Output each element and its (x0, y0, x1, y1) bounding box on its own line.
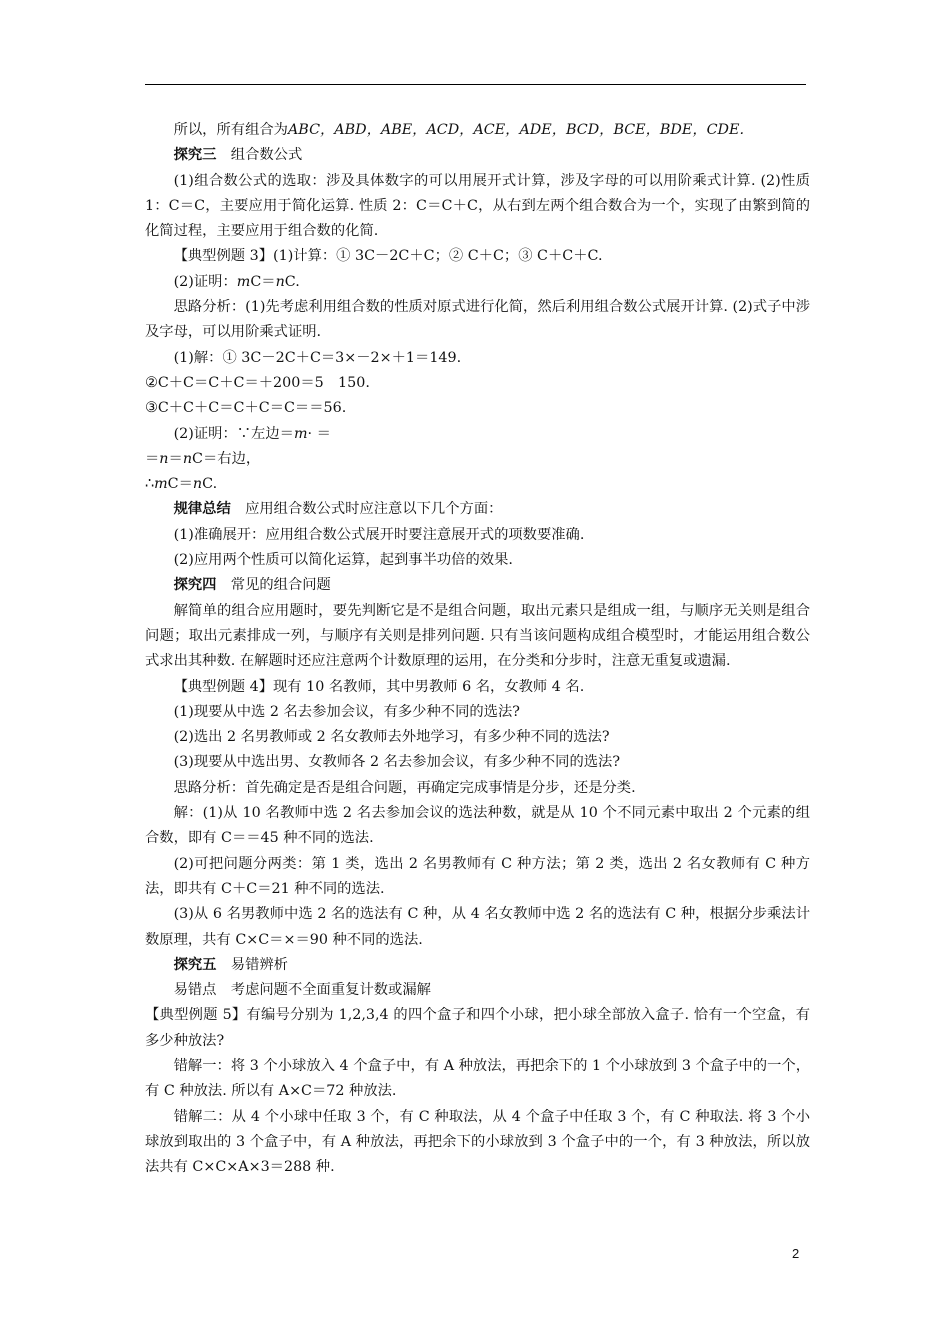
section-heading: 探究五 易错辨析 (173, 956, 288, 973)
example-title: 【典型例题 5】有编号分别为 1,2,3,4 的四个盒子和四个小球，把小球全部放入盒子. 恰有一个空盒，有多少种放法? (145, 1007, 810, 1049)
header-rule (145, 84, 806, 85)
answer: 解：(1)从 10 名教师中选 2 名去参加会议的选法种数，就是从 10 个不同元素中取出 2 个元素的组合数，即有 C＝＝45 种不同的选法. (145, 805, 810, 847)
solution-line: ③C＋C＋C＝C＋C＝C＝＝56. (145, 400, 347, 417)
paragraph: (2)证明：mC＝nC. (173, 273, 300, 290)
answer: (3)从 6 名男教师中选 2 名的选法有 C 种，从 4 名女教师中选 2 名的选法有 C 种，根据分步乘法计数原理，共有 C×C＝×＝90 种不同的选法. (145, 906, 810, 948)
question: (3)现要从中选出男、女教师各 2 名去参加会议，有多少种不同的选法? (173, 754, 621, 771)
paragraph: 易错点 考虑问题不全面重复计数或漏解 (173, 982, 431, 999)
paragraph: (2)应用两个性质可以简化运算，起到事半功倍的效果. (173, 552, 513, 569)
example-title: 【典型例题 3】(1)计算：① 3C－2C＋C；② C＋C；③ C＋C＋C. (173, 248, 603, 265)
document-body (145, 118, 810, 1180)
paragraph: 错解一：将 3 个小球放入 4 个盒子中，有 A 种放法，再把余下的 1 个小球放到 3 个盒子中的一个，有 C 种放法. 所以有 A×C＝72 种放法. (145, 1057, 810, 1100)
answer: (2)可把问题分两类：第 1 类，选出 2 名男教师有 C 种方法；第 2 类，选出 2 名女教师有 C 种方法，即共有 C＋C＝21 种不同的选法. (145, 855, 810, 897)
solution-line: (1)解：① 3C－2C＋C＝3×－2×＋1＝149. (173, 349, 462, 366)
paragraph: 解简单的组合应用题时，要先判断它是不是组合问题，取出元素只是组成一组，与顺序无关则是组合问题；取出元素排成一列，与顺序有关则是排列问题. 只有当该问题构成组合模型时，才能运用组合数公式求出其种数. 在解题时还应注意两个计数原理的运用，在分类和分步时，注意无重复或遗漏. (145, 602, 810, 670)
question: (2)选出 2 名男教师或 2 名女教师去外地学习，有多少种不同的选法? (173, 729, 610, 746)
paragraph: (1)组合数公式的选取：涉及具体数字的可以用展开式计算，涉及字母的可以用阶乘式计算. (2)性质 1：C＝C，主要应用于简化运算. 性质 2：C＝C＋C，从右到左两个组合数合为一个，实现了由繁到简的化简过程，主要应用于组合数的化简. (145, 172, 810, 240)
question: (1)现要从中选 2 名去参加会议，有多少种不同的选法? (173, 703, 520, 720)
paragraph: (1)准确展开：应用组合数公式展开时要注意展开式的项数要准确. (173, 526, 585, 543)
rule-summary-heading: 规律总结 应用组合数公式时应注意以下几个方面： (173, 501, 503, 518)
solution-line: (2)证明：∵左边＝m· ＝ (173, 425, 331, 442)
analysis: 思路分析：(1)先考虑利用组合数的性质对原式进行化简，然后利用组合数公式展开计算. (2)式子中涉及字母，可以用阶乘式证明. (145, 299, 810, 341)
section-heading: 探究四 常见的组合问题 (173, 577, 331, 594)
solution-line: ∴mC＝nC. (145, 476, 218, 493)
paragraph: 所以，所有组合为ABC，ABD，ABE，ACD，ACE，ADE，BCD，BCE，BDE，CDE. (173, 122, 744, 138)
solution-line: ＝n＝nC＝右边， (145, 450, 261, 467)
solution-line: ②C＋C＝C＋C＝＋200＝5 150. (145, 374, 370, 391)
analysis: 思路分析：首先确定是否是组合问题，再确定完成事情是分步，还是分类. (173, 779, 636, 796)
page-number: 2 (792, 1246, 800, 1261)
paragraph: 错解二：从 4 个小球中任取 3 个，有 C 种取法，从 4 个盒子中任取 3 个，有 C 种取法. 将 3 个小球放到取出的 3 个盒子中，有 A 种放法，再把余下的小球放到 3 个盒子中的一个，有 3 种放法，所以放法共有 C×C×A×3＝288 种. (145, 1108, 810, 1176)
section-heading: 探究三 组合数公式 (173, 147, 303, 164)
example-title: 【典型例题 4】现有 10 名教师，其中男教师 6 名，女教师 4 名. (173, 678, 585, 695)
